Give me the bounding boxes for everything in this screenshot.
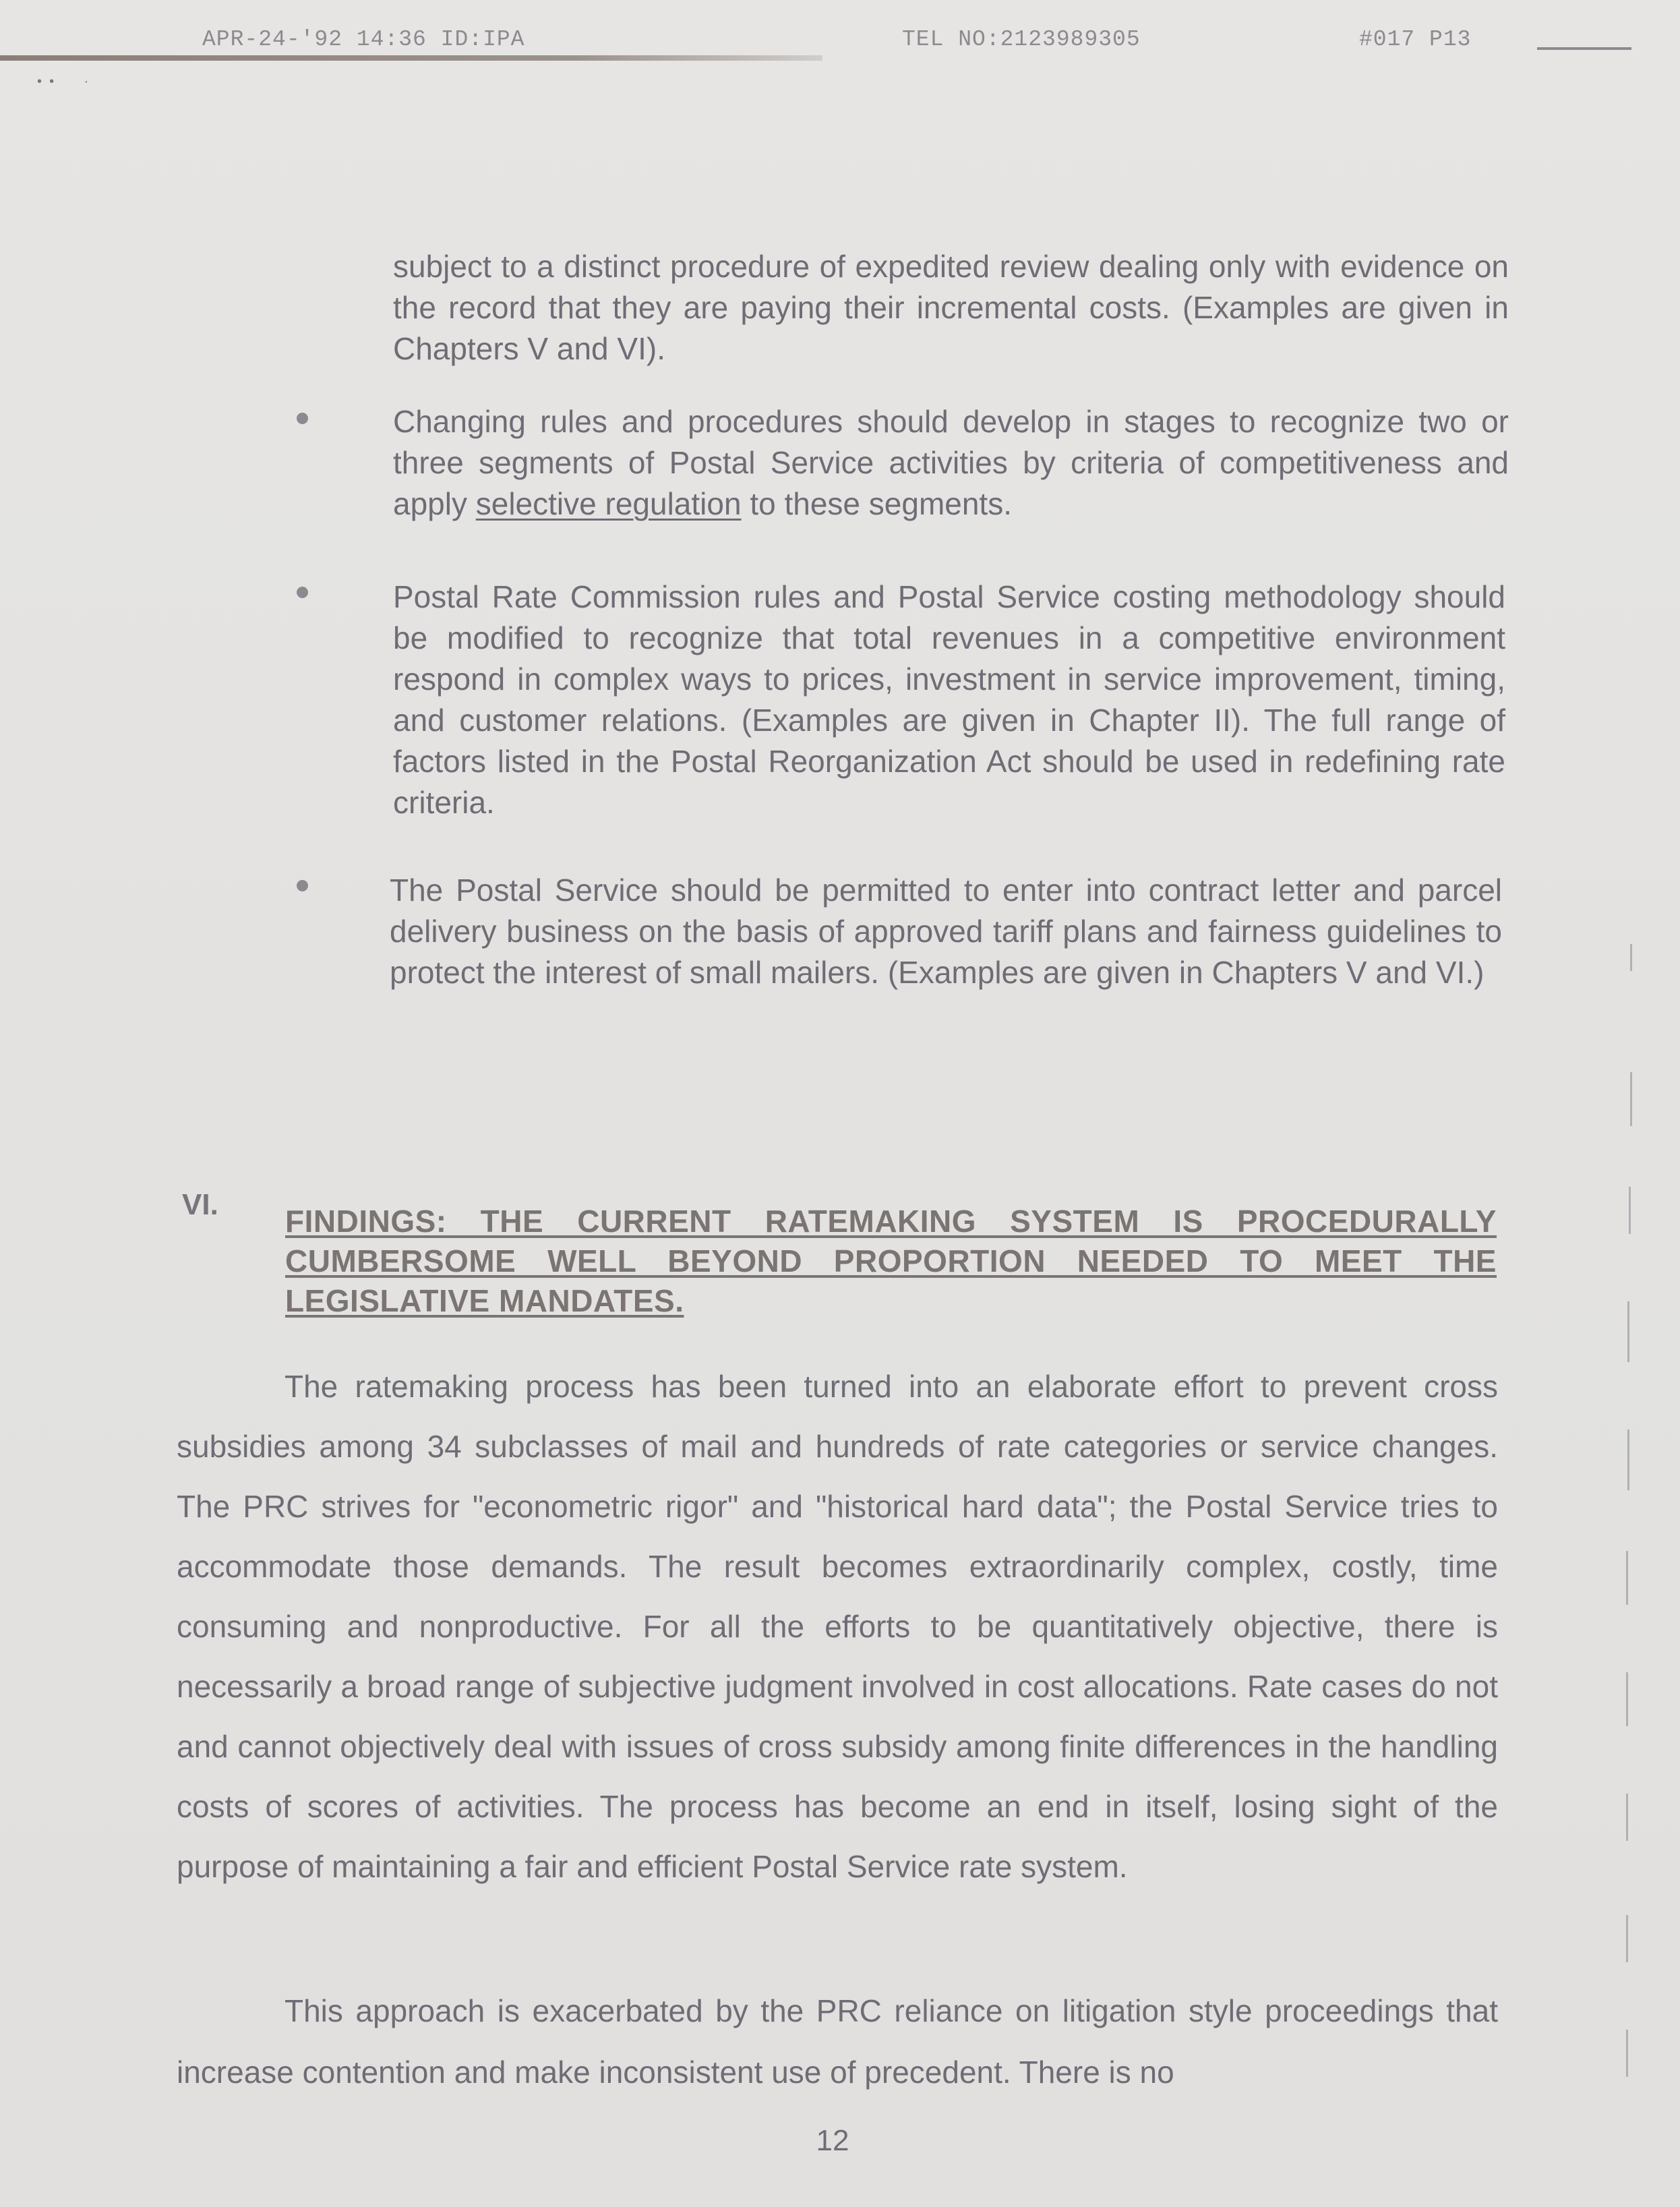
selective-regulation-term: selective regulation (475, 486, 742, 521)
fax-telephone: TEL NO:2123989305 (902, 27, 1141, 52)
bullet-item-1 (393, 401, 1509, 525)
section-number: VI. (182, 1188, 218, 1221)
bullet-item-3: The Postal Service should be permitted to enter into contract letter and parcel delivery business on the basis of approved tariff plans and fairness guidelines to protect the interest of small mailers. (Examples are given in Chapters V and VI.) (390, 873, 1502, 990)
body-paragraph-1: The ratemaking process has been turned into an elaborate effort to prevent cross subsidies among 34 subclasses of mail and hundreds of rate categories or service changes. The PRC strives for "econometric rigor" and "historical hard data"; the Postal Service tries to accommodate those demands. The result becomes extraordinarily complex, costly, time consuming and nonproductive. For all the efforts to be quantitatively objective, there is necessarily a broad range of subjective judgment involved in cost allocations. Rate cases do not and cannot objectively deal with issues of cross subsidy among finite differences in the handling costs of scores of activities. The process has become an end in itself, losing sight of the purpose of maintaining a fair and efficient Postal Service rate system. (177, 1369, 1498, 1884)
continuation-paragraph: subject to a distinct procedure of expedited review dealing only with evidence on the record that they are paying their incremental costs. (Examples are given in Chapters V and VI). (393, 249, 1509, 366)
bullet-icon (297, 880, 308, 891)
bullet-item-2: Postal Rate Commission rules and Postal Service costing methodology should be modified to recognize that total revenues in a competitive environment respond in complex ways to prices, investment in service improvement, timing, and customer relations. (Examples are given in Chapter II). The full range of factors listed in the Postal Reorganization Act should be used in redefining rate criteria. (393, 579, 1505, 820)
fax-page-number: #017 P13 (1359, 27, 1472, 52)
bullet-icon (297, 587, 308, 598)
body-paragraph-2: This approach is exacerbated by the PRC reliance on litigation style proceedings that increase contention and make inconsistent use of precedent. There is no (177, 1993, 1498, 2090)
fax-header (0, 27, 1680, 67)
bullet-icon (297, 413, 308, 424)
fax-date-time-id: APR-24-'92 14:36 ID:IPA (202, 27, 525, 52)
scan-specks: • • · (37, 74, 89, 89)
fax-header-rule-right (1537, 47, 1631, 50)
page-number: 12 (816, 2124, 849, 2157)
bullet-1-text-end: to these segments. (741, 486, 1012, 521)
bullet-1-text-start: Changing rules and procedures should develop in stages to recognize two or three segments of Postal Service activities by criteria of competitiveness and apply (393, 404, 1509, 521)
section-heading: FINDINGS: THE CURRENT RATEMAKING SYSTEM IS PROCEDURALLY CUMBERSOME WELL BEYOND PROPORTION NEEDED TO MEET THE LEGISLATIVE MANDATES. (285, 1204, 1497, 1318)
fax-header-rule (0, 55, 822, 61)
